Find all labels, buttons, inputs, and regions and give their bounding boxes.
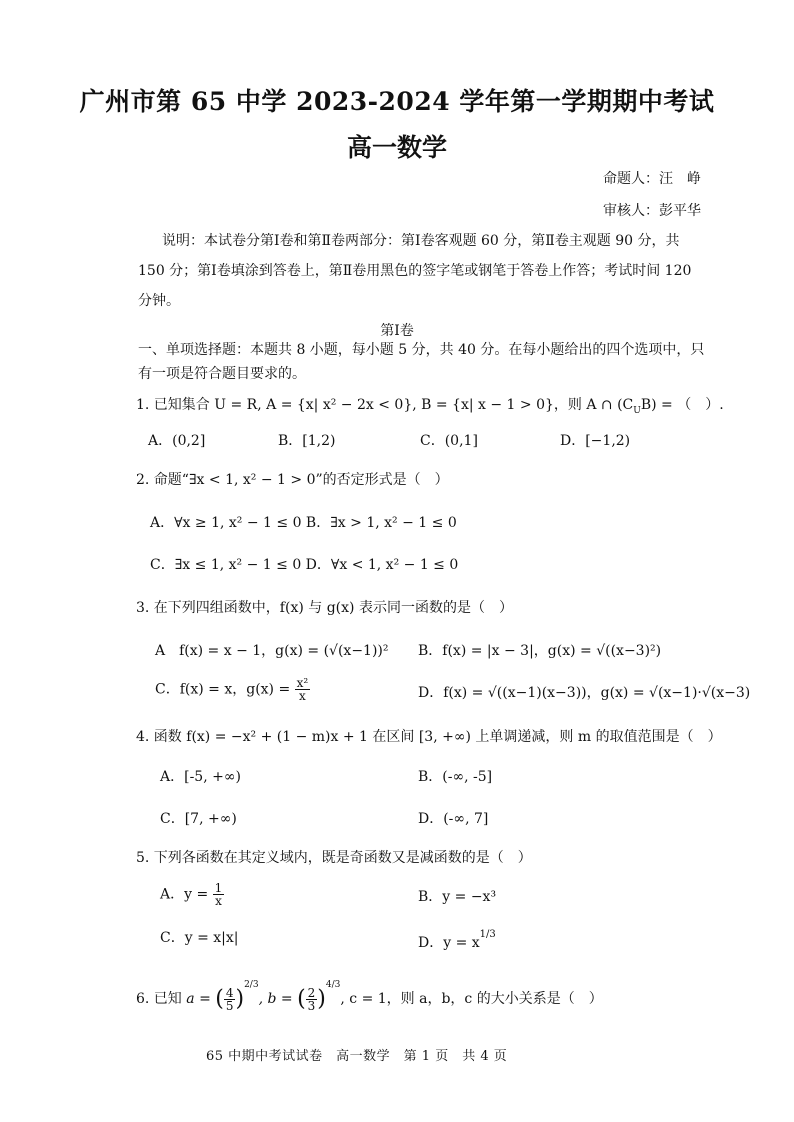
q6-a-fraction [224, 987, 236, 1012]
q1-stem-end: B) = （ ）. [640, 397, 724, 413]
q3-option-d: D．f(x) = √((x−1)(x−3))，g(x) = √(x−1)·√(x−3) [418, 685, 751, 701]
q3-option-c-text: C．f(x) = x，g(x) = [155, 681, 291, 698]
q1-option-d: D．[−1,2) [560, 433, 631, 449]
q6-prefix: 6. 已知 [136, 991, 182, 1007]
q5-option-a-text: A．y = [160, 886, 209, 903]
page-footer: 65 中期中考试试卷 高一数学 第 1 页 共 4 页 [206, 1049, 508, 1064]
question-3: 3. 在下列四组函数中，f(x) 与 g(x) 表示同一函数的是（ ） [136, 600, 513, 616]
q6-b-denominator: 3 [307, 998, 316, 1013]
exam-title: 广州市第 65 中学 2023-2024 学年第一学期期中考试 [79, 87, 715, 116]
q6-a-label: a = [186, 991, 211, 1007]
question-1 [136, 394, 724, 416]
question-6 [136, 980, 603, 1012]
q1-option-a: A．(0,2] [148, 433, 206, 449]
instructions-rest [138, 256, 703, 316]
q5-option-a [160, 882, 224, 907]
q5-a-denominator: x [215, 894, 222, 908]
q5-option-a-fraction [213, 882, 225, 907]
q2-options-ab: A．∀x ≥ 1, x² − 1 ≤ 0 B．∃x > 1, x² − 1 ≤ 0 [150, 515, 457, 531]
question-2: 2. 命题“∃x < 1, x² − 1 > 0”的否定形式是（ ） [136, 472, 449, 488]
instructions-line-2: 150 分；第Ⅰ卷填涂到答卷上，第Ⅱ卷用黑色的签字笔或钢笔于答卷上作答；考试时间 120 [138, 263, 692, 279]
q6-rest: , c = 1，则 a，b，c 的大小关系是（ ） [340, 991, 603, 1007]
q3-option-c-fraction [295, 677, 311, 702]
q3-c-denominator: x [299, 689, 306, 703]
q4-option-c: C．[7, +∞) [160, 811, 237, 827]
question-4: 4. 函数 f(x) = −x² + (1 − m)x + 1 在区间 [3, +∞) 上单调递减，则 m 的取值范围是（ ） [136, 729, 722, 745]
q4-option-d: D．(-∞, 7] [418, 811, 489, 827]
part1-line-1: 一、单项选择题：本题共 8 小题，每小题 5 分，共 40 分。在每小题给出的四个选项中，只 [138, 342, 705, 358]
q5-option-b: B．y = −x³ [418, 889, 497, 905]
question-5: 5. 下列各函数在其定义域内，既是奇函数又是减函数的是（ ） [136, 850, 532, 866]
q3-option-a: A f(x) = x − 1，g(x) = (√(x−1))² [155, 643, 389, 659]
q1-stem-sub: U [633, 405, 641, 416]
instructions-line-1: 说明：本试卷分第Ⅰ卷和第Ⅱ卷两部分：第Ⅰ卷客观题 60 分，第Ⅱ卷主观题 90 分，共 [162, 233, 680, 249]
q6-b-exponent: 4/3 [325, 980, 341, 990]
q5-option-d-text: D．y = x [418, 935, 480, 951]
part1-instructions [138, 338, 708, 386]
q5-a-numerator: 1 [214, 881, 223, 895]
q1-option-c: C．(0,1] [420, 433, 478, 449]
reviewer-line: 审核人：彭平华 [603, 203, 701, 219]
q2-options-cd: C．∃x ≤ 1, x² − 1 ≤ 0 D．∀x < 1, x² − 1 ≤ 0 [150, 557, 459, 573]
q5-option-c: C．y = x|x| [160, 930, 239, 946]
exam-subtitle: 高一数学 [346, 133, 447, 162]
q5-d-exponent: 1/3 [479, 929, 496, 940]
q6-b-numerator: 2 [307, 985, 316, 1000]
q6-a-close-paren: ) [235, 986, 245, 1012]
q6-b-label: , b = [258, 991, 293, 1007]
instructions-line-3: 分钟。 [138, 293, 180, 309]
q3-option-c [155, 677, 310, 702]
q6-b-fraction [306, 987, 318, 1012]
q5-option-d [418, 929, 496, 952]
q6-b-open-paren: ( [297, 986, 306, 1012]
q6-a-exponent: 2/3 [244, 980, 259, 990]
q4-option-b: B．(-∞, -5] [418, 769, 493, 785]
q3-c-numerator: x² [296, 676, 309, 690]
q1-option-b: B．[1,2) [278, 433, 336, 449]
q6-a-numerator: 4 [225, 985, 234, 1000]
author-line: 命题人：汪 峥 [603, 171, 701, 187]
q1-stem: 1. 已知集合 U = R, A = {x| x² − 2x < 0}, B = {x| x − 1 > 0}，则 A ∩ (C [136, 397, 634, 413]
q6-a-open-paren: ( [215, 986, 224, 1012]
q6-a-denominator: 5 [225, 998, 234, 1013]
part1-line-2: 有一项是符合题目要求的。 [138, 366, 306, 382]
q4-option-a: A．[-5, +∞) [160, 769, 241, 785]
q6-b-close-paren: ) [317, 986, 326, 1012]
q3-option-b: B．f(x) = |x − 3|，g(x) = √((x−3)²) [418, 643, 662, 659]
section-heading: 第Ⅰ卷 [380, 323, 414, 339]
